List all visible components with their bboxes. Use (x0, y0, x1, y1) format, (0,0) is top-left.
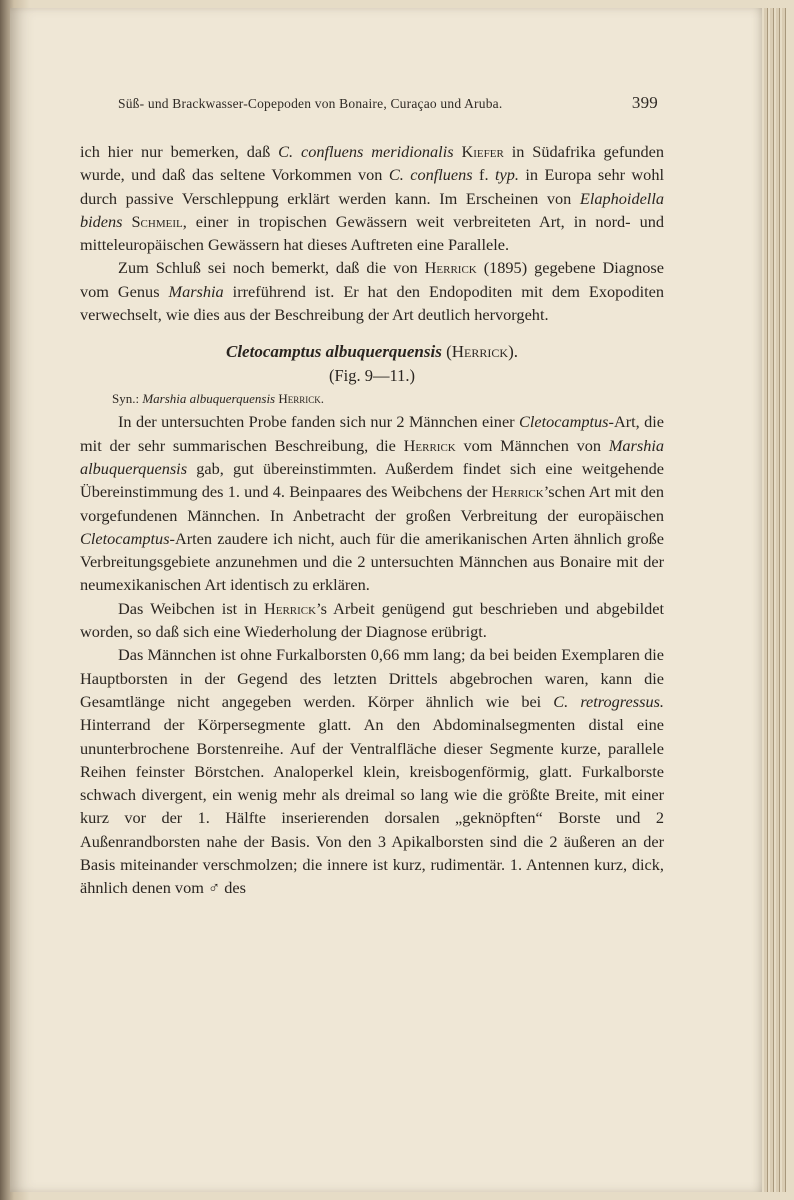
paragraph-3: In der untersuchten Probe fanden sich nur 2 Männchen einer Cletocamptus-Art, die mit der sehr summarischen Beschreibung, die Herrick vom Männchen von Marshia albuquerquensis gab, gut übereinstimmten. Außerdem findet sich eine weitgehende Übereinstimmung des 1. und 4. Beinpaares des Weibchens der Herrick’schen Art mit den vorgefundenen Männchen. In Anbetracht der großen Verbreitung der europäischen Cletocamptus-Arten zaudere ich nicht, auch für die amerikanischen Arten ähnlich große Verbreitungsgebiete anzunehmen und die 2 untersuchten Männchen aus Bonaire mit der neumexikanischen Art identisch zu erklären. (80, 412, 665, 595)
paragraph-4: Das Weibchen ist in Herrick’s Arbeit genügend gut beschrieben und abgebildet worden, so daß sich eine Wiederholung der Diagnose erübrigt. (80, 598, 665, 642)
page-edge (770, 8, 774, 1192)
page-edge (764, 8, 768, 1192)
running-title: Süß- und Brackwasser-Copepoden von Bonaire, Curaçao und Aruba. (118, 96, 503, 111)
paragraph-1: ich hier nur bemerken, daß C. confluens meridionalis Kiefer in Südafrika gefunden wurde, und daß das seltene Vorkommen von C. confluens f. typ. in Europa sehr wohl durch passive Verschleppung erklärt werden kann. Im Erscheinen von Elaphoidella bidens Schmeil, einer in tropischen Gewässern weit verbreiteten Art, in nord- und mitteleuropäischen Gewässern hat dieses Auftreten eine Parallele. (80, 142, 665, 255)
species-author: Herrick (451, 342, 509, 362)
species-heading: Cletocamptus albuquerquensis (Herrick). (226, 342, 518, 362)
paragraph-5: Das Männchen ist ohne Furkalborsten 0,66 mm lang; da bei beiden Exemplaren die Hauptborsten in der Gegend des letzten Drittels abgebrochen waren, kann die Gesamtlänge nicht angegeben werden. Körper ähnlich wie bei C. retrogressus. Hinterrand der Körpersegmente glatt. An den Abdominalsegmenten distal eine ununterbrochene Borstenreihe. Auf der Ventralfläche dieser Segmente kurze, parallele Reihen feinster Börstchen. Analoperkel klein, kreisbogenförmig, glatt. Furkalborste schwach divergent, ein wenig mehr als dreimal so lang wie die größte Breite, mit einer kurz vor der 1. Hälfte inserierenden dorsalen „geknöpften“ Borste und 2 Außenrandborsten nahe der Basis. Von den 3 Apikalborsten sind die 2 äußeren an der Basis miteinander verschmolzen; die innere ist kurz, rudimentär. 1. Antennen kurz, dick, ähnlich denen vom ♂ des (80, 645, 664, 898)
page-edge (776, 8, 780, 1192)
page-edge (782, 8, 786, 1192)
figure-reference: (Fig. 9—11.) (328, 366, 415, 386)
page-number: 399 (631, 93, 658, 112)
synonym-line: Syn.: Marshia albuquerquensis Herrick. (112, 391, 325, 407)
paragraph-2: Zum Schluß sei noch bemerkt, daß die von Herrick (1895) gegebene Diagnose vom Genus Marshia irreführend ist. Er hat den Endopoditen mit dem Exopoditen verwechselt, wie dies aus der Beschreibung der Art deutlich hervorgeht. (80, 258, 664, 325)
species-name: Cletocamptus albuquerquensis (226, 342, 442, 362)
running-header (118, 93, 658, 112)
page-body (80, 140, 664, 900)
